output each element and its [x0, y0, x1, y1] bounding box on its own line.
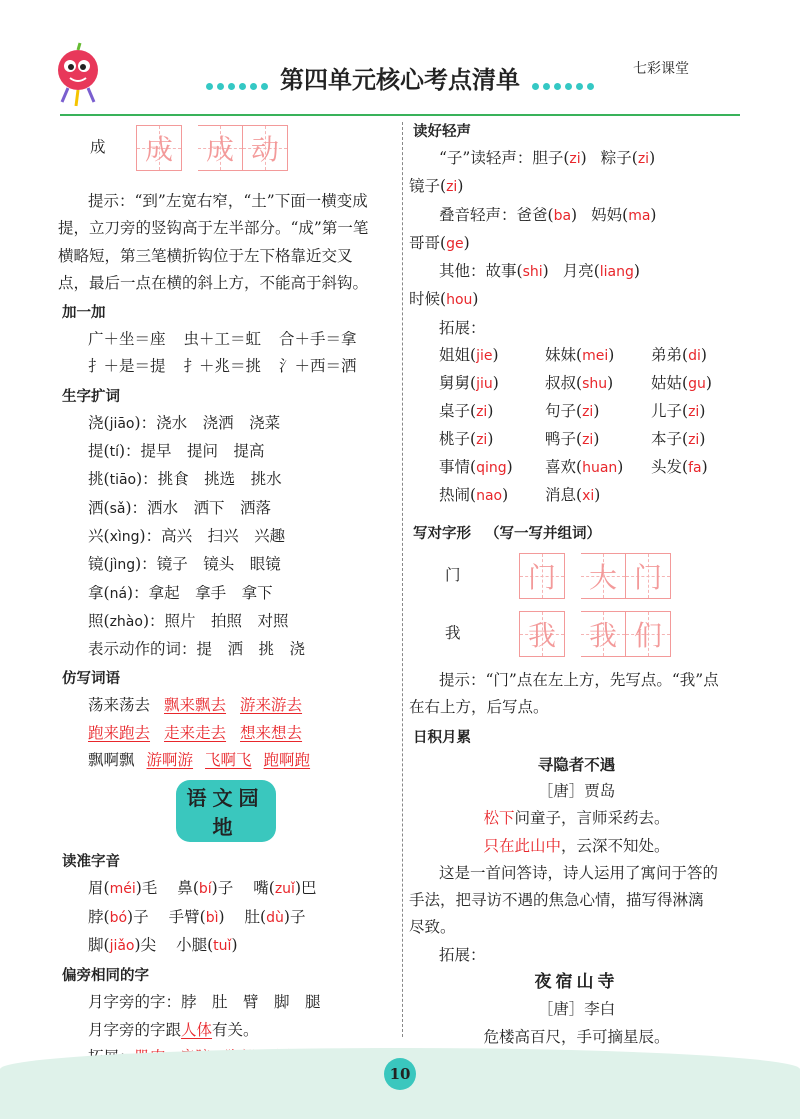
section-title-riji: 日积月累	[413, 729, 471, 746]
qingsheng-item: 妹妹(mei)	[545, 346, 615, 365]
wo-label: 我	[445, 624, 461, 643]
pianpang-line: 月字旁的字跟人体有关。	[88, 1020, 259, 1039]
char: 嘴	[253, 879, 269, 898]
section-title-duhao: 读好轻声	[413, 124, 471, 140]
tian-grid-cell: 门	[626, 553, 671, 599]
pinyin: shu	[582, 376, 608, 393]
section-title-fangxie: 仿写词语	[62, 671, 120, 688]
qingsheng-line: 时候(hou)	[409, 290, 479, 309]
word: 姑姑	[651, 374, 683, 393]
pinyin: bì	[205, 909, 219, 926]
column-divider	[402, 122, 403, 1037]
qingsheng-item: 叔叔(shu)	[545, 374, 614, 393]
qingsheng-item: 鸭子(zi)	[545, 430, 600, 449]
duzhun-row: 脚(jiǎo)尖 小腿(tuǐ)	[88, 935, 238, 954]
kuoci-item: 浇(jiāo)：浇水 浇洒 浇菜	[88, 413, 281, 432]
pinyin: gu	[688, 376, 706, 393]
kuoci-words: 洒水 洒下 洒落	[147, 498, 272, 517]
char: 毛	[141, 879, 158, 898]
duzhun-list	[58, 875, 393, 960]
kuoci-words: 拿起 拿手 拿下	[148, 583, 273, 602]
word: 弟弟	[651, 346, 683, 365]
jiayijia-row: 扌＋是＝提 扌＋兆＝挑 氵＋西＝洒	[88, 357, 357, 376]
word: 句子	[545, 402, 577, 421]
title-text: 第四单元核心考点清单	[280, 65, 520, 94]
kuoci-char: 浇	[88, 413, 104, 432]
char: 子	[289, 907, 306, 926]
word: 消息	[545, 486, 577, 505]
tip-line: 点，最后一点在横的斜上方，不能高于斜钩。	[58, 273, 369, 292]
jiayijia-row: 广＋坐＝座 虫＋工＝虹 合＋手＝拿	[88, 330, 357, 349]
dots-left-icon	[204, 67, 270, 96]
word: 热闹	[439, 486, 471, 505]
qingsheng-line: 叠音轻声：爸爸(ba) 妈妈(ma)	[439, 205, 657, 224]
tian-grid-cell: 们	[626, 611, 671, 657]
word: 姐姐	[439, 346, 471, 365]
pinyin: zi	[688, 404, 700, 421]
kuoci-char: 挑	[88, 470, 104, 489]
note-line: 尽致。	[409, 918, 456, 937]
kuoci-item: 洒(sǎ)：洒水 洒下 洒落	[88, 498, 272, 517]
tian-grid-cell: 动	[243, 125, 288, 171]
qingsheng-item: 舅舅(jiu)	[439, 374, 499, 393]
duzhun-row: 脖(bó)子 手臂(bì) 肚(dù)子	[88, 907, 306, 926]
fangxie-row: 跑来跑去 走来走去 想来想去	[88, 723, 303, 742]
kuoci-char: 拿	[88, 583, 104, 602]
kuoci-char: 洒	[88, 498, 104, 517]
poem-author: ［唐］李白	[537, 1000, 616, 1019]
qingsheng-item: 桌子(zi)	[439, 402, 494, 421]
cheng-grid-row	[58, 118, 393, 178]
qingsheng-item: 本子(zi)	[651, 430, 706, 449]
word: 叔叔	[545, 374, 577, 393]
qingsheng-line: 哥哥(ge)	[409, 233, 470, 252]
poem-line: 只在此山中，云深不知处。	[483, 836, 670, 855]
kuoci-char: 提	[88, 442, 104, 461]
pinyin: nao	[476, 488, 503, 505]
men-grid-row	[409, 547, 744, 605]
word: 事情	[439, 458, 471, 477]
poem-line: 松下问童子，言师采药去。	[483, 809, 670, 828]
pinyin: zi	[688, 432, 700, 449]
char: 脚	[88, 935, 104, 954]
pinyin: jiǎo	[109, 937, 135, 954]
pinyin: zuǐ	[274, 881, 295, 898]
pinyin: bí	[198, 881, 212, 898]
tian-grid-cell: 成	[198, 125, 243, 171]
pinyin: tuǐ	[213, 937, 232, 954]
kuoci-char: 兴	[88, 526, 104, 545]
pinyin: sǎ	[109, 500, 126, 517]
section-title-jiayijia: 加一加	[62, 305, 106, 322]
pinyin: tí	[109, 444, 119, 461]
fangxie-row: 飘啊飘 游啊游 飞啊飞 跑啊跑	[88, 751, 311, 770]
pinyin: méi	[109, 881, 136, 898]
char: 子	[133, 907, 149, 926]
kuoci-words: 挑食 挑选 挑水	[157, 470, 282, 489]
pinyin: zi	[476, 432, 488, 449]
kuoci-words: 照片 拍照 对照	[164, 611, 289, 630]
kuoci-words: 镜子 镜头 眼镜	[156, 555, 281, 574]
section-title-pianpang: 偏旁相同的字	[62, 968, 149, 985]
tian-grid-cell: 大	[581, 553, 626, 599]
qingsheng-item: 姐姐(jie)	[439, 346, 499, 365]
note-line: 这是一首问答诗，诗人运用了寓问于答的	[439, 863, 719, 882]
section-title-xiedui: 写对字形 （写一写并组词）	[413, 526, 601, 543]
section-banner-yuwen: 语文园地	[176, 780, 276, 842]
tian-grid-cell: 我	[519, 611, 565, 657]
qingsheng-item: 热闹(nao)	[439, 486, 509, 505]
qingsheng-line: 镜子(zi)	[409, 177, 464, 196]
qingsheng-extension-grid	[409, 342, 744, 510]
kuoci-list	[58, 410, 393, 636]
kuoci-item: 照(zhào)：照片 拍照 对照	[88, 611, 289, 630]
wo-grid-row	[409, 605, 744, 663]
pinyin: xi	[582, 488, 595, 505]
tuozhan-label: 拓展：	[439, 318, 486, 337]
poem-title: 寻隐者不遇	[537, 754, 616, 774]
char: 脖	[88, 907, 104, 926]
poem-line: 危楼高百尺，手可摘星辰。	[483, 1027, 670, 1046]
kuoci-item: 镜(jìng)：镜子 镜头 眼镜	[88, 555, 281, 574]
qingsheng-item: 句子(zi)	[545, 402, 600, 421]
word: 妹妹	[545, 346, 577, 365]
word: 桃子	[439, 430, 471, 449]
char: 眉	[88, 879, 104, 898]
kuoci-item: 挑(tiāo)：挑食 挑选 挑水	[88, 470, 282, 489]
qingsheng-item: 桃子(zi)	[439, 430, 494, 449]
header-divider	[60, 114, 740, 116]
pinyin: jìng	[109, 557, 136, 574]
pinyin: tiāo	[109, 472, 137, 489]
pinyin: zi	[476, 404, 488, 421]
action-words: 表示动作的词：提 洒 挑 浇	[88, 640, 306, 659]
duzhun-row: 眉(méi)毛 鼻(bí)子 嘴(zuǐ)巴	[88, 879, 317, 898]
tian-grid-cell: 门	[519, 553, 565, 599]
word: 喜欢	[545, 458, 577, 477]
qingsheng-item: 弟弟(di)	[651, 346, 707, 365]
section-title-kuoci: 生字扩词	[62, 388, 120, 405]
char: 尖	[140, 935, 157, 954]
right-column	[409, 118, 744, 1078]
pinyin: jiu	[476, 376, 493, 393]
char: 手臂	[168, 907, 200, 926]
cheng-label: 成	[90, 138, 106, 157]
pinyin: di	[688, 348, 701, 365]
word: 鸭子	[545, 430, 577, 449]
kuoci-char: 照	[88, 611, 104, 630]
qingsheng-item: 儿子(zi)	[651, 402, 706, 421]
kuoci-item: 兴(xìng)：高兴 扫兴 兴趣	[88, 526, 286, 545]
tip-line: 提示：“门”点在左上方，先写点。“我”点	[439, 671, 719, 690]
qingsheng-item: 事情(qing)	[439, 458, 513, 477]
pinyin: xìng	[109, 528, 140, 545]
pinyin: qing	[476, 460, 507, 477]
word: 本子	[651, 430, 683, 449]
pinyin: zi	[582, 432, 594, 449]
pinyin: mei	[582, 348, 609, 365]
poem-title: 夜宿山寺	[534, 972, 619, 993]
kuoci-words: 高兴 扫兴 兴趣	[161, 526, 286, 545]
left-column	[58, 118, 393, 1098]
kuoci-words: 提早 提问 提高	[140, 442, 265, 461]
pinyin: fa	[688, 460, 702, 477]
note-line: 手法，把寻访不遇的焦急心情，描写得淋漓	[409, 891, 704, 910]
pianpang-line: 月字旁的字：脖 肚 臂 脚 腿	[88, 993, 321, 1012]
brand-label: 七彩课堂	[633, 61, 689, 77]
pinyin: bó	[109, 909, 128, 926]
char: 子	[217, 879, 234, 898]
char: 鼻	[177, 879, 193, 898]
fangxie-row: 荡来荡去 飘来飘去 游来游去	[88, 696, 303, 715]
pinyin: jie	[476, 348, 493, 365]
qingsheng-item: 姑姑(gu)	[651, 374, 712, 393]
word: 儿子	[651, 402, 683, 421]
pinyin: jiāo	[109, 415, 135, 432]
tip-line: 提示：“到”左宽右窄，“土”下面一横变成	[88, 192, 368, 210]
qingsheng-line: 其他：故事(shi) 月亮(liang)	[439, 262, 640, 281]
kuoci-words: 浇水 浇洒 浇菜	[156, 413, 281, 432]
tip-line: 在右上方，后写点。	[409, 698, 549, 717]
char: 巴	[301, 879, 317, 898]
word: 头发	[651, 458, 683, 477]
poem-author: ［唐］贾岛	[537, 781, 616, 800]
kuoci-item: 提(tí)：提早 提问 提高	[88, 442, 265, 461]
tian-grid-cell: 成	[136, 125, 182, 171]
page-number: 10	[384, 1058, 416, 1090]
char: 肚	[244, 907, 261, 926]
pinyin: ná	[109, 585, 128, 602]
char: 小腿	[176, 935, 208, 954]
word: 舅舅	[439, 374, 471, 393]
qingsheng-item: 消息(xi)	[545, 486, 601, 505]
pinyin: zhào	[109, 613, 143, 630]
qingsheng-line: “子”读轻声：胆子(zi) 粽子(zi)	[439, 149, 656, 167]
tuozhan-label: 拓展：	[439, 945, 486, 964]
pinyin: huan	[582, 460, 618, 477]
qingsheng-item: 头发(fa)	[651, 458, 708, 477]
kuoci-char: 镜	[88, 555, 104, 574]
dots-right-icon	[530, 67, 596, 96]
qingsheng-item: 喜欢(huan)	[545, 458, 624, 477]
kuoci-item: 拿(ná)：拿起 拿手 拿下	[88, 583, 273, 602]
section-title-duzhun: 读准字音	[62, 854, 120, 871]
pinyin: dù	[266, 909, 284, 926]
pinyin: zi	[582, 404, 594, 421]
tip-line: 横略短，第三笔横折钩位于左下格靠近交叉	[58, 246, 353, 265]
tip-line: 提，立刀旁的竖钩高于左半部分。“成”第一笔	[58, 219, 369, 238]
men-label: 门	[445, 566, 461, 585]
tian-grid-cell: 我	[581, 611, 626, 657]
word: 桌子	[439, 402, 471, 421]
